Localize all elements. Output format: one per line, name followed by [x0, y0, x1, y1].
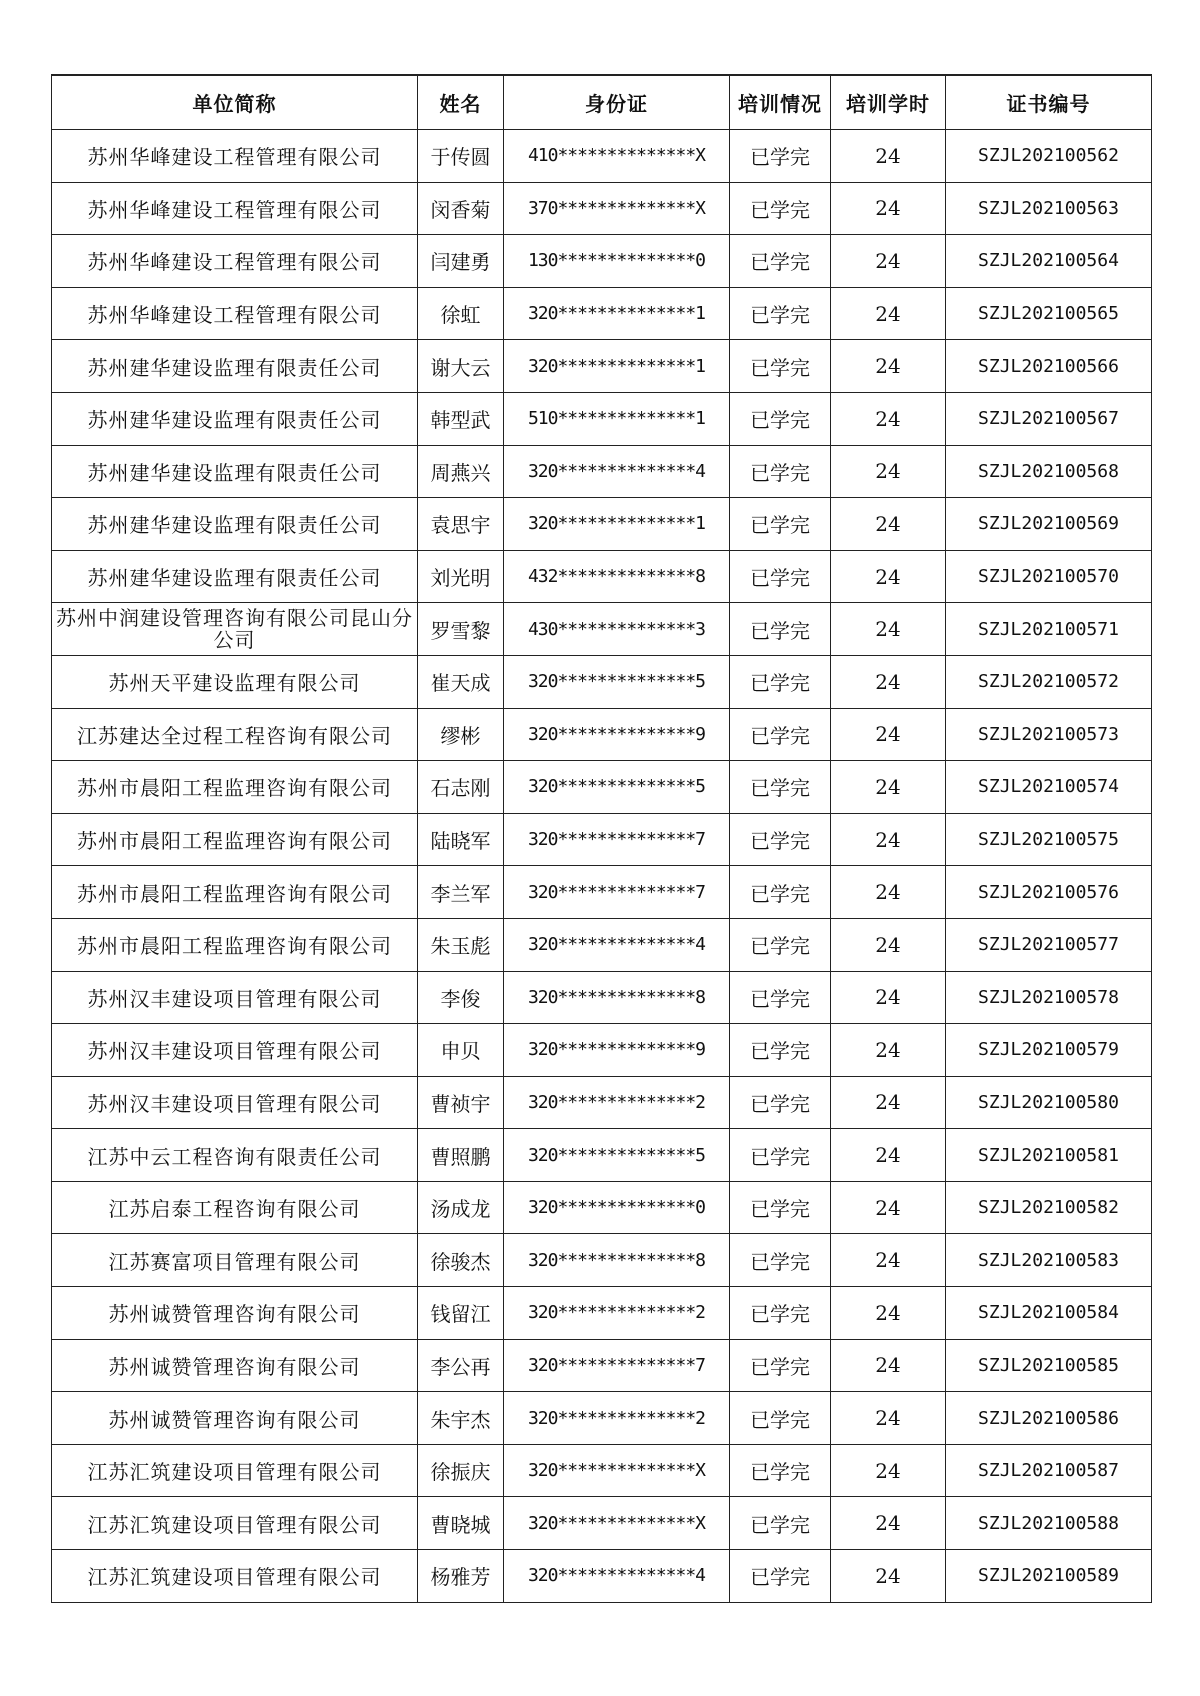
cell-id-number: 320**************9: [504, 708, 730, 761]
cell-name: 闫建勇: [418, 235, 504, 288]
cell-cert-number: SZJL202100567: [946, 392, 1152, 445]
cell-cert-number: SZJL202100584: [946, 1287, 1152, 1340]
cell-unit: 江苏汇筑建设项目管理有限公司: [52, 1497, 418, 1550]
cell-hours: 24: [831, 813, 946, 866]
cell-name: 袁思宇: [418, 498, 504, 551]
table-row: [52, 340, 1152, 393]
cell-cert-number: SZJL202100564: [946, 235, 1152, 288]
cell-unit: 苏州汉丰建设项目管理有限公司: [52, 971, 418, 1024]
table-row: [52, 813, 1152, 866]
cell-hours: 24: [831, 971, 946, 1024]
table-row: [52, 603, 1152, 656]
table-row: [52, 182, 1152, 235]
cell-id-number: 320**************5: [504, 1129, 730, 1182]
cell-name: 谢大云: [418, 340, 504, 393]
cell-name: 曹照鹏: [418, 1129, 504, 1182]
cell-name: 钱留江: [418, 1287, 504, 1340]
cell-name: 闵香菊: [418, 182, 504, 235]
table-row: [52, 1550, 1152, 1603]
cell-unit: 苏州建华建设监理有限责任公司: [52, 445, 418, 498]
cell-unit: 苏州汉丰建设项目管理有限公司: [52, 1024, 418, 1077]
cell-id-number: 320**************4: [504, 445, 730, 498]
cell-unit: 苏州市晨阳工程监理咨询有限公司: [52, 918, 418, 971]
cell-hours: 24: [831, 1287, 946, 1340]
cell-name: 韩型武: [418, 392, 504, 445]
cell-hours: 24: [831, 1339, 946, 1392]
cell-hours: 24: [831, 1181, 946, 1234]
table-row: [52, 655, 1152, 708]
table-row: [52, 287, 1152, 340]
cell-unit: 苏州汉丰建设项目管理有限公司: [52, 1076, 418, 1129]
cell-hours: 24: [831, 1234, 946, 1287]
cell-id-number: 320**************1: [504, 340, 730, 393]
cell-cert-number: SZJL202100576: [946, 866, 1152, 919]
cell-name: 陆晓军: [418, 813, 504, 866]
cell-id-number: 510**************1: [504, 392, 730, 445]
cell-id-number: 320**************1: [504, 498, 730, 551]
cell-status: 已学完: [730, 130, 831, 183]
cell-cert-number: SZJL202100580: [946, 1076, 1152, 1129]
cell-id-number: 320**************X: [504, 1444, 730, 1497]
header-name: 姓名: [418, 75, 504, 130]
cell-id-number: 320**************8: [504, 971, 730, 1024]
cell-status: 已学完: [730, 550, 831, 603]
cell-status: 已学完: [730, 655, 831, 708]
header-id: 身份证: [504, 75, 730, 130]
cell-cert-number: SZJL202100574: [946, 761, 1152, 814]
cell-name: 李兰军: [418, 866, 504, 919]
cell-id-number: 320**************8: [504, 1234, 730, 1287]
cell-cert-number: SZJL202100578: [946, 971, 1152, 1024]
cell-hours: 24: [831, 655, 946, 708]
cell-name: 申贝: [418, 1024, 504, 1077]
cell-unit: 苏州天平建设监理有限公司: [52, 655, 418, 708]
cell-id-number: 320**************2: [504, 1076, 730, 1129]
cell-hours: 24: [831, 235, 946, 288]
cell-name: 曹晓城: [418, 1497, 504, 1550]
cell-hours: 24: [831, 761, 946, 814]
cell-unit: 苏州建华建设监理有限责任公司: [52, 340, 418, 393]
cell-cert-number: SZJL202100588: [946, 1497, 1152, 1550]
cell-hours: 24: [831, 1129, 946, 1182]
header-unit: 单位简称: [52, 75, 418, 130]
cell-name: 徐虹: [418, 287, 504, 340]
cell-id-number: 320**************4: [504, 1550, 730, 1603]
cell-hours: 24: [831, 287, 946, 340]
table-row: [52, 1024, 1152, 1077]
table-row: [52, 1129, 1152, 1182]
cell-cert-number: SZJL202100577: [946, 918, 1152, 971]
cell-name: 李公再: [418, 1339, 504, 1392]
table-row: [52, 971, 1152, 1024]
cell-status: 已学完: [730, 813, 831, 866]
table-row: [52, 708, 1152, 761]
cell-status: 已学完: [730, 1234, 831, 1287]
cell-name: 缪彬: [418, 708, 504, 761]
cell-name: 汤成龙: [418, 1181, 504, 1234]
cell-status: 已学完: [730, 1129, 831, 1182]
table-row: [52, 550, 1152, 603]
cell-cert-number: SZJL202100572: [946, 655, 1152, 708]
table-row: [52, 1444, 1152, 1497]
cell-cert-number: SZJL202100573: [946, 708, 1152, 761]
cell-status: 已学完: [730, 603, 831, 656]
training-records-table: [51, 74, 1152, 1603]
cell-hours: 24: [831, 1392, 946, 1445]
cell-hours: 24: [831, 550, 946, 603]
cell-cert-number: SZJL202100563: [946, 182, 1152, 235]
cell-cert-number: SZJL202100575: [946, 813, 1152, 866]
cell-name: 刘光明: [418, 550, 504, 603]
cell-status: 已学完: [730, 445, 831, 498]
cell-name: 朱玉彪: [418, 918, 504, 971]
cell-name: 于传圆: [418, 130, 504, 183]
table-row: [52, 1076, 1152, 1129]
table-row: [52, 1392, 1152, 1445]
cell-hours: 24: [831, 1444, 946, 1497]
cell-hours: 24: [831, 866, 946, 919]
cell-status: 已学完: [730, 1497, 831, 1550]
cell-unit: 苏州华峰建设工程管理有限公司: [52, 182, 418, 235]
cell-name: 朱宇杰: [418, 1392, 504, 1445]
cell-hours: 24: [831, 1550, 946, 1603]
cell-unit: 苏州诚赞管理咨询有限公司: [52, 1339, 418, 1392]
cell-unit: 苏州建华建设监理有限责任公司: [52, 392, 418, 445]
cell-name: 杨雅芳: [418, 1550, 504, 1603]
cell-unit: 苏州华峰建设工程管理有限公司: [52, 235, 418, 288]
cell-id-number: 320**************2: [504, 1287, 730, 1340]
table-row: [52, 866, 1152, 919]
cell-name: 徐振庆: [418, 1444, 504, 1497]
cell-unit: 江苏启泰工程咨询有限公司: [52, 1181, 418, 1234]
cell-cert-number: SZJL202100570: [946, 550, 1152, 603]
cell-id-number: 320**************5: [504, 655, 730, 708]
cell-hours: 24: [831, 603, 946, 656]
cell-status: 已学完: [730, 1024, 831, 1077]
cell-status: 已学完: [730, 1392, 831, 1445]
header-hours: 培训学时: [831, 75, 946, 130]
cell-unit: 苏州市晨阳工程监理咨询有限公司: [52, 813, 418, 866]
cell-unit: 苏州市晨阳工程监理咨询有限公司: [52, 866, 418, 919]
cell-unit: 江苏汇筑建设项目管理有限公司: [52, 1444, 418, 1497]
cell-cert-number: SZJL202100581: [946, 1129, 1152, 1182]
cell-cert-number: SZJL202100562: [946, 130, 1152, 183]
cell-id-number: 320**************0: [504, 1181, 730, 1234]
cell-hours: 24: [831, 182, 946, 235]
cell-unit: 江苏建达全过程工程咨询有限公司: [52, 708, 418, 761]
cell-unit: 江苏中云工程咨询有限责任公司: [52, 1129, 418, 1182]
cell-cert-number: SZJL202100569: [946, 498, 1152, 551]
cell-name: 曹祯宇: [418, 1076, 504, 1129]
cell-unit: 苏州建华建设监理有限责任公司: [52, 498, 418, 551]
cell-status: 已学完: [730, 708, 831, 761]
cell-id-number: 130**************0: [504, 235, 730, 288]
cell-name: 李俊: [418, 971, 504, 1024]
cell-id-number: 320**************1: [504, 287, 730, 340]
header-cert: 证书编号: [946, 75, 1152, 130]
table-body: [52, 130, 1152, 1603]
table-row: [52, 1339, 1152, 1392]
cell-cert-number: SZJL202100589: [946, 1550, 1152, 1603]
cell-name: 罗雪黎: [418, 603, 504, 656]
cell-cert-number: SZJL202100565: [946, 287, 1152, 340]
cell-cert-number: SZJL202100582: [946, 1181, 1152, 1234]
cell-cert-number: SZJL202100571: [946, 603, 1152, 656]
table-row: [52, 1234, 1152, 1287]
table-row: [52, 918, 1152, 971]
cell-hours: 24: [831, 445, 946, 498]
cell-hours: 24: [831, 392, 946, 445]
cell-hours: 24: [831, 1024, 946, 1077]
table-row: [52, 498, 1152, 551]
cell-unit: 苏州华峰建设工程管理有限公司: [52, 130, 418, 183]
cell-name: 周燕兴: [418, 445, 504, 498]
cell-hours: 24: [831, 918, 946, 971]
table-row: [52, 1287, 1152, 1340]
cell-id-number: 320**************5: [504, 761, 730, 814]
cell-status: 已学完: [730, 1550, 831, 1603]
cell-status: 已学完: [730, 1181, 831, 1234]
cell-id-number: 320**************7: [504, 866, 730, 919]
cell-hours: 24: [831, 708, 946, 761]
cell-status: 已学完: [730, 287, 831, 340]
cell-unit: 苏州华峰建设工程管理有限公司: [52, 287, 418, 340]
cell-name: 崔天成: [418, 655, 504, 708]
cell-status: 已学完: [730, 182, 831, 235]
cell-id-number: 320**************4: [504, 918, 730, 971]
cell-hours: 24: [831, 498, 946, 551]
cell-status: 已学完: [730, 761, 831, 814]
cell-hours: 24: [831, 340, 946, 393]
cell-id-number: 370**************X: [504, 182, 730, 235]
cell-cert-number: SZJL202100566: [946, 340, 1152, 393]
cell-unit: 苏州诚赞管理咨询有限公司: [52, 1392, 418, 1445]
cell-cert-number: SZJL202100585: [946, 1339, 1152, 1392]
cell-hours: 24: [831, 130, 946, 183]
cell-status: 已学完: [730, 498, 831, 551]
table-row: [52, 761, 1152, 814]
cell-status: 已学完: [730, 971, 831, 1024]
cell-unit: 苏州建华建设监理有限责任公司: [52, 550, 418, 603]
cell-status: 已学完: [730, 1076, 831, 1129]
cell-unit: 苏州中润建设管理咨询有限公司昆山分公司: [52, 603, 418, 656]
cell-status: 已学完: [730, 918, 831, 971]
table-row: [52, 392, 1152, 445]
cell-status: 已学完: [730, 392, 831, 445]
cell-unit: 苏州市晨阳工程监理咨询有限公司: [52, 761, 418, 814]
cell-id-number: 320**************9: [504, 1024, 730, 1077]
cell-id-number: 320**************7: [504, 813, 730, 866]
cell-hours: 24: [831, 1076, 946, 1129]
table-row: [52, 445, 1152, 498]
header-status: 培训情况: [730, 75, 831, 130]
table-row: [52, 1181, 1152, 1234]
cell-name: 石志刚: [418, 761, 504, 814]
cell-id-number: 320**************2: [504, 1392, 730, 1445]
cell-hours: 24: [831, 1497, 946, 1550]
cell-status: 已学完: [730, 866, 831, 919]
cell-cert-number: SZJL202100586: [946, 1392, 1152, 1445]
table-row: [52, 235, 1152, 288]
cell-status: 已学完: [730, 1287, 831, 1340]
cell-status: 已学完: [730, 1444, 831, 1497]
cell-cert-number: SZJL202100583: [946, 1234, 1152, 1287]
table-row: [52, 1497, 1152, 1550]
cell-cert-number: SZJL202100568: [946, 445, 1152, 498]
cell-unit: 江苏赛富项目管理有限公司: [52, 1234, 418, 1287]
cell-status: 已学完: [730, 1339, 831, 1392]
cell-status: 已学完: [730, 340, 831, 393]
cell-cert-number: SZJL202100587: [946, 1444, 1152, 1497]
cell-id-number: 410**************X: [504, 130, 730, 183]
cell-name: 徐骏杰: [418, 1234, 504, 1287]
cell-id-number: 320**************X: [504, 1497, 730, 1550]
table-header-row: [52, 75, 1152, 130]
table-row: [52, 130, 1152, 183]
cell-unit: 苏州诚赞管理咨询有限公司: [52, 1287, 418, 1340]
cell-status: 已学完: [730, 235, 831, 288]
cell-id-number: 320**************7: [504, 1339, 730, 1392]
cell-cert-number: SZJL202100579: [946, 1024, 1152, 1077]
cell-unit: 江苏汇筑建设项目管理有限公司: [52, 1550, 418, 1603]
cell-id-number: 432**************8: [504, 550, 730, 603]
cell-id-number: 430**************3: [504, 603, 730, 656]
